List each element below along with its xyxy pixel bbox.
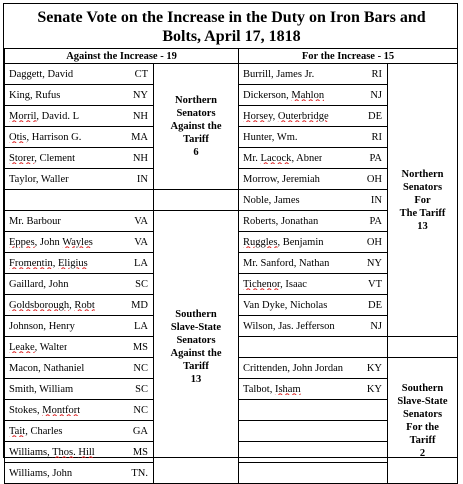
senator-cell [239, 106, 388, 127]
senator-entry [9, 342, 153, 353]
senator-name: Morril, David. L [9, 110, 80, 122]
senator-state: NC [133, 362, 148, 374]
senator-state: TN. [131, 467, 148, 479]
senator-cell [239, 148, 388, 169]
for-header: For the Increase - 15 [239, 49, 458, 64]
senator-cell [5, 148, 154, 169]
senator-name: Otis, Harrison G. [9, 131, 82, 143]
senator-name: Tichenor, Isaac [243, 278, 307, 290]
senator-entry [9, 321, 153, 332]
senator-state: OH [366, 173, 383, 185]
empty-cell [5, 190, 154, 211]
group-label-text: Southern Slave-State Senators For the Tariff 2 [397, 382, 448, 459]
senator-entry [243, 90, 387, 101]
senator-state: KY [366, 383, 383, 395]
senator-entry [243, 174, 387, 185]
senator-entry [9, 216, 153, 227]
vote-document [3, 3, 458, 479]
senator-entry [243, 69, 387, 80]
senator-state: LA [134, 320, 148, 332]
senator-cell [5, 253, 154, 274]
senator-entry [243, 321, 387, 332]
senator-state: RI [371, 68, 383, 80]
senator-entry [9, 258, 153, 269]
senator-name: Talbot, Isham [243, 383, 301, 395]
empty-cell [239, 400, 388, 421]
senator-name: Noble, James [243, 194, 300, 206]
header-row [5, 49, 458, 64]
senator-entry [9, 447, 153, 458]
senator-cell [5, 64, 154, 85]
senator-state: NC [133, 404, 148, 416]
senator-name: Burrill, James Jr. [243, 68, 315, 80]
senator-entry [243, 300, 387, 311]
title-line-2: Bolts, April 17, 1818 [162, 28, 301, 45]
senator-cell [239, 85, 388, 106]
senator-state: OH [366, 236, 383, 248]
senator-entry [243, 195, 387, 206]
senator-entry [9, 363, 153, 374]
vote-table-body [5, 49, 458, 484]
senator-name: Leake, Walter [9, 341, 68, 353]
senator-entry [9, 90, 153, 101]
empty-cell [388, 337, 458, 358]
senator-cell [239, 316, 388, 337]
senator-entry [9, 132, 153, 143]
senator-name: Mr. Sanford, Nathan [243, 257, 330, 269]
senator-entry [243, 384, 387, 395]
senator-cell [5, 379, 154, 400]
senator-cell [5, 442, 154, 463]
senator-name: Williams, Thos. Hill [9, 446, 95, 458]
senator-cell [5, 232, 154, 253]
senator-state: RI [371, 131, 383, 143]
senator-cell [5, 211, 154, 232]
senator-cell [5, 421, 154, 442]
senator-state: SC [135, 383, 148, 395]
senator-cell [239, 64, 388, 85]
senator-name: Roberts, Jonathan [243, 215, 319, 227]
senator-state: NJ [370, 89, 383, 101]
senator-state: NY [366, 257, 383, 269]
group-label-text: Southern Slave-State Senators Against the Tariff 13 [170, 309, 222, 385]
senator-state: DE [368, 110, 383, 122]
senator-entry [243, 153, 387, 164]
senator-cell [239, 169, 388, 190]
senator-name: Storer, Clement [9, 152, 76, 164]
senator-state: MA [131, 131, 148, 143]
senator-cell [239, 358, 388, 379]
senator-name: Goldsborough, Robt [9, 299, 95, 311]
senator-cell [239, 295, 388, 316]
senator-entry [9, 300, 153, 311]
document-title [4, 8, 459, 46]
against-header: Against the Increase - 19 [5, 49, 239, 64]
table-row [5, 64, 458, 85]
senator-cell [239, 274, 388, 295]
senator-state: LA [134, 257, 148, 269]
senator-entry [243, 111, 387, 122]
empty-cell [239, 442, 388, 463]
group-label-for-north [388, 64, 458, 337]
senator-cell [5, 169, 154, 190]
senator-name: Mr. Barbour [9, 215, 61, 227]
senator-entry [9, 153, 153, 164]
senator-name: Hunter, Wm. [243, 131, 298, 143]
empty-cell [239, 337, 388, 358]
group-label-against-south [154, 211, 239, 484]
senator-cell [5, 463, 154, 484]
senator-name: Ruggles, Benjamin [243, 236, 324, 248]
senator-entry [9, 111, 153, 122]
senator-name: Johnson, Henry [9, 320, 75, 332]
senator-state: DE [368, 299, 383, 311]
senator-name: Fromentin, Eligius [9, 257, 88, 269]
senator-entry [9, 174, 153, 185]
senator-state: NJ [370, 320, 383, 332]
senator-cell [5, 337, 154, 358]
senator-state: IN [136, 173, 148, 185]
senator-cell [239, 379, 388, 400]
senator-state: MS [132, 446, 148, 458]
senator-state: VA [134, 236, 148, 248]
senator-state: NH [132, 110, 148, 122]
senator-name: Stokes, Montfort [9, 404, 81, 416]
senator-cell [5, 106, 154, 127]
senator-entry [243, 258, 387, 269]
senator-name: Morrow, Jeremiah [243, 173, 320, 185]
senator-name: Tait, Charles [9, 425, 63, 437]
senator-name: King, Rufus [9, 89, 61, 101]
senator-name: Van Dyke, Nicholas [243, 299, 328, 311]
vote-table [4, 48, 458, 484]
senator-entry [9, 279, 153, 290]
senator-state: VT [368, 278, 383, 290]
senator-name: Smith, William [9, 383, 74, 395]
senator-state: PA [369, 152, 383, 164]
senator-cell [5, 358, 154, 379]
senator-entry [243, 279, 387, 290]
group-label-against-north [154, 64, 239, 190]
group-label-text: Northern Senators For The Tariff 13 [399, 168, 446, 232]
senator-cell [239, 211, 388, 232]
senator-entry [9, 384, 153, 395]
senator-name: Gaillard, John [9, 278, 69, 290]
senator-cell [5, 274, 154, 295]
empty-cell [154, 190, 239, 211]
senator-state: NH [132, 152, 148, 164]
senator-cell [239, 190, 388, 211]
senator-cell [239, 232, 388, 253]
senator-state: KY [366, 362, 383, 374]
senator-name: Mr. Lacock, Abner [243, 152, 323, 164]
senator-entry [9, 468, 153, 479]
senator-state: PA [369, 215, 383, 227]
senator-state: IN [370, 194, 383, 206]
senator-entry [243, 216, 387, 227]
senator-entry [9, 69, 153, 80]
senator-state: MD [131, 299, 148, 311]
senator-name: Wilson, Jas. Jefferson [243, 320, 335, 332]
senator-cell [5, 400, 154, 421]
senator-name: Daggett, David [9, 68, 74, 80]
senator-name: Dickerson, Mahlon [243, 89, 325, 101]
senator-entry [9, 237, 153, 248]
senator-entry [9, 426, 153, 437]
senator-cell [5, 295, 154, 316]
senator-state: GA [132, 425, 148, 437]
senator-cell [5, 85, 154, 106]
senator-name: Horsey, Outerbridge [243, 110, 329, 122]
title-line-1: Senate Vote on the Increase in the Duty on Iron Bars and [37, 9, 426, 26]
senator-state: CT [134, 68, 148, 80]
senator-cell [5, 316, 154, 337]
senator-state: NY [132, 89, 148, 101]
senator-entry [243, 132, 387, 143]
senator-cell [239, 127, 388, 148]
senator-state: VA [134, 215, 148, 227]
senator-state: SC [135, 278, 148, 290]
senator-name: Macon, Nathaniel [9, 362, 85, 374]
senator-entry [9, 405, 153, 416]
senator-entry [243, 237, 387, 248]
group-label-text: Northern Senators Against the Tariff 6 [170, 95, 222, 158]
senator-cell [239, 253, 388, 274]
senator-entry [243, 363, 387, 374]
senator-name: Eppes, John Wayles [9, 236, 93, 248]
empty-cell [239, 463, 388, 484]
senator-cell [5, 127, 154, 148]
senator-name: Taylor, Waller [9, 173, 69, 185]
senator-name: Williams, John [9, 467, 73, 479]
empty-cell [239, 421, 388, 442]
senator-name: Crittenden, John Jordan [243, 362, 344, 374]
senator-state: MS [132, 341, 148, 353]
